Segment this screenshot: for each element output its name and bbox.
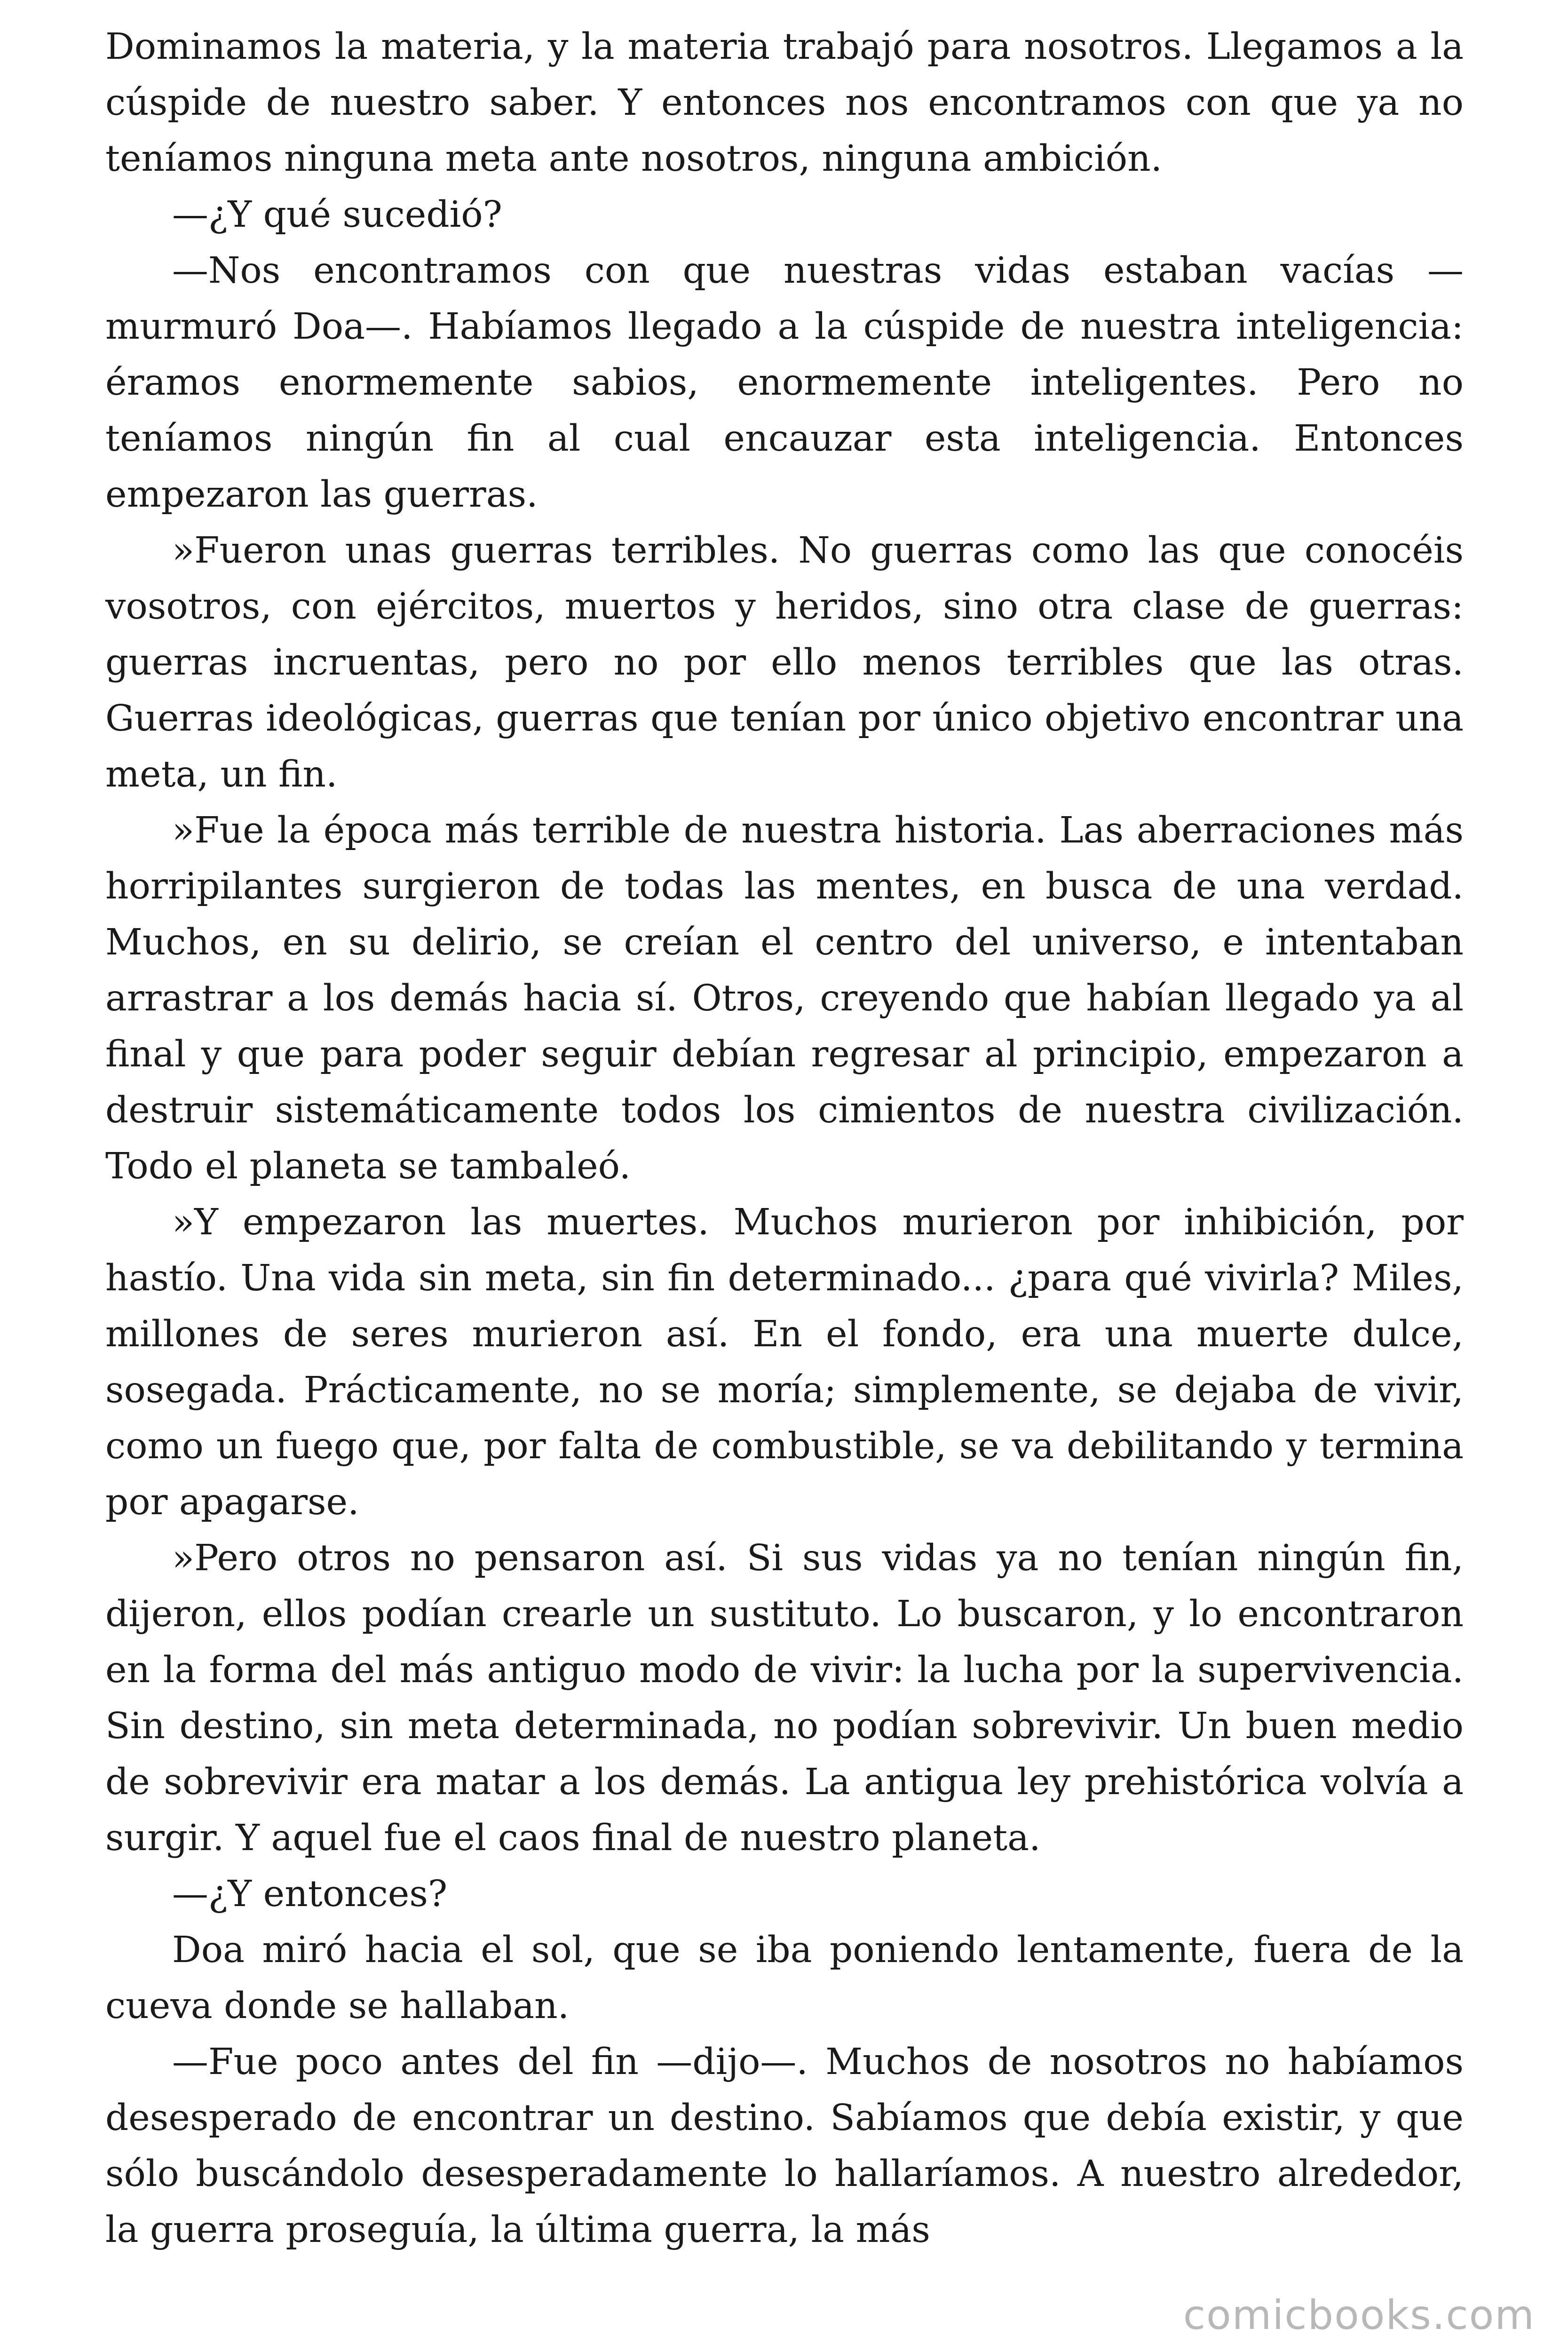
paragraph: »Fueron unas guerras terribles. No guerras como las que conocéis vosotros, con ejércitos, muertos y heridos, sino otra clase de guerras: guerras incruentas, pero no por ello menos terribles que las otras. Guerras ideológicas, guerras que tenían por único objetivo encontrar una meta, un fin. bbox=[105, 530, 1464, 795]
paragraph: —¿Y qué sucedió? bbox=[172, 194, 502, 236]
paragraph: —Fue poco antes del fin —dijo—. Muchos de nosotros no habíamos desesperado de encontrar un destino. Sabíamos que debía existir, y que sólo buscándolo desesperadamente lo hallaríamos. A nuestro alrededor, la guerra proseguía, la última guerra, la más bbox=[105, 2041, 1464, 2251]
paragraph: Doa miró hacia el sol, que se iba poniendo lentamente, fuera de la cueva donde se hallaban. bbox=[105, 1929, 1464, 2027]
paragraph: Dominamos la materia, y la materia trabajó para nosotros. Llegamos a la cúspide de nuestro saber. Y entonces nos encontramos con que ya no teníamos ninguna meta ante nosotros, ninguna ambición. bbox=[105, 26, 1464, 180]
paragraph: »Pero otros no pensaron así. Si sus vidas ya no tenían ningún fin, dijeron, ellos podían crearle un sustituto. Lo buscaron, y lo encontraron en la forma del más antiguo modo de vivir: la lucha por la supervivencia. Sin destino, sin meta determinada, no podían sobrevivir. Un buen medio de sobrevivir era matar a los demás. La antigua ley prehistórica volvía a surgir. Y aquel fue el caos final de nuestro planeta. bbox=[105, 1537, 1464, 1859]
text-body bbox=[105, 19, 1464, 2258]
paragraph: —Nos encontramos con que nuestras vidas estaban vacías —murmuró Doa—. Habíamos llegado a la cúspide de nuestra inteligencia: éramos enormemente sabios, enormemente inteligentes. Pero no teníamos ningún fin al cual encauzar esta inteligencia. Entonces empezaron las guerras. bbox=[105, 250, 1464, 516]
paragraph: —¿Y entonces? bbox=[172, 1873, 448, 1915]
watermark: comicbooks.com bbox=[1183, 2292, 1535, 2339]
paragraph: »Y empezaron las muertes. Muchos murieron por inhibición, por hastío. Una vida sin meta, sin fin determinado... ¿para qué vivirla? Miles, millones de seres murieron así. En el fondo, era una muerte dulce, sosegada. Prácticamente, no se moría; simplemente, se dejaba de vivir, como un fuego que, por falta de combustible, se va debilitando y termina por apagarse. bbox=[105, 1201, 1464, 1523]
paragraph: »Fue la época más terrible de nuestra historia. Las aberraciones más horripilantes surgieron de todas las mentes, en busca de una verdad. Muchos, en su delirio, se creían el centro del universo, e intentaban arrastrar a los demás hacia sí. Otros, creyendo que habían llegado ya al final y que para poder seguir debían regresar al principio, empezaron a destruir sistemáticamente todos los cimientos de nuestra civilización. Todo el planeta se tambaleó. bbox=[105, 810, 1464, 1187]
